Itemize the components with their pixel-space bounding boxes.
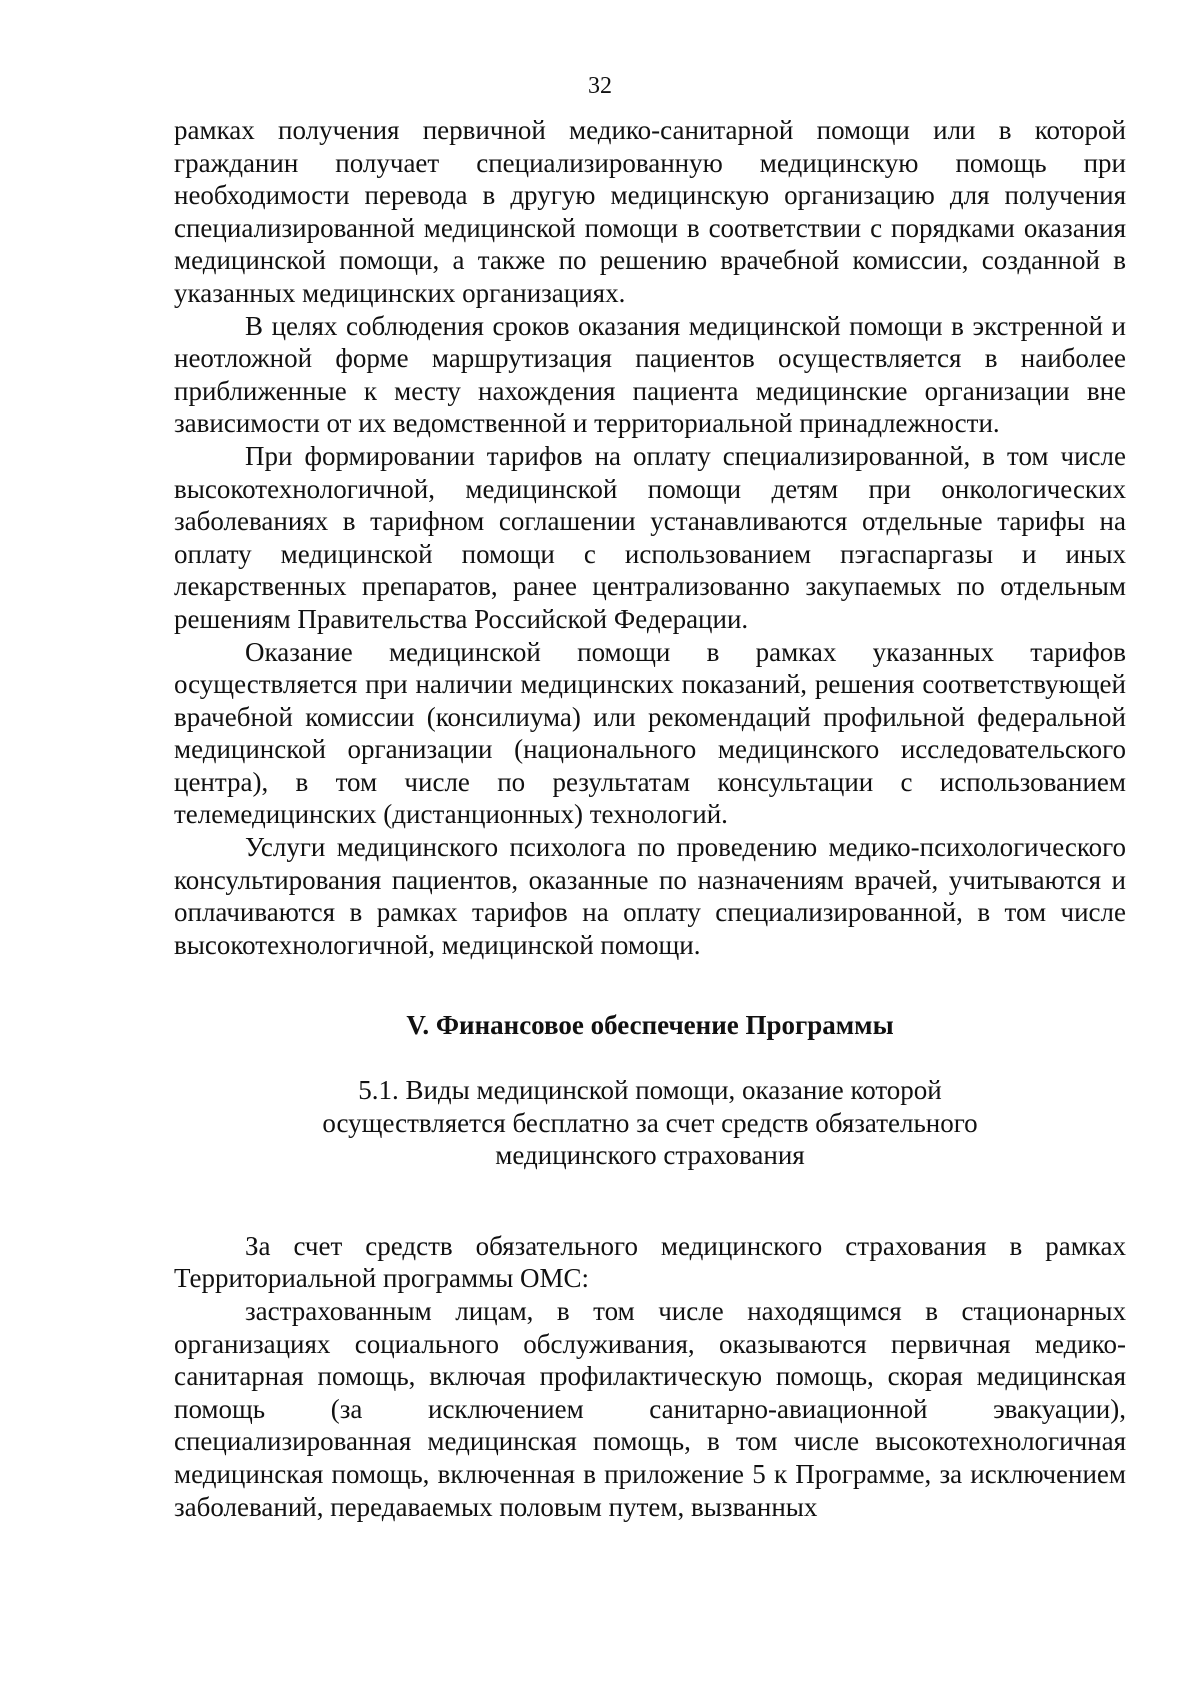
paragraph-oms-intro: За счет средств обязательного медицинского страхования в рамках Территориальной программы ОМС:: [174, 1230, 1126, 1294]
page-number: 32: [588, 73, 612, 99]
paragraph-psychologist-services: Услуги медицинского психолога по проведению медико-психологического консультирования пациентов, оказанные по назначениям врачей, учитываются и оплачиваются в рамках тарифов на оплату специализированной, в том числе высокотехнологичной, медицинской помощи.: [174, 832, 1126, 960]
paragraph-tariffs-formation: При формировании тарифов на оплату специализированной, в том числе высокотехнологичной, медицинской помощи детям при онкологических заболеваниях в тарифном соглашении устанавливаются отдельные тарифы на оплату медицинской помощи с использованием пэгаспаргазы и иных лекарственных препаратов, ранее централизованно закупаемых по отдельным решениям Правительства Российской Федерации.: [174, 440, 1126, 634]
paragraph-routing: В целях соблюдения сроков оказания медицинской помощи в экстренной и неотложной форме маршрутизация пациентов осуществляется в наиболее приближенные к месту нахождения пациента медицинские организации вне зависимости от их ведомственной и территориальной принадлежности.: [174, 310, 1126, 439]
subsection-heading-line: осуществляется бесплатно за счет средств обязательного: [322, 1107, 978, 1138]
document-content: [174, 114, 1126, 1523]
subsection-heading-line: 5.1. Виды медицинской помощи, оказание которой: [358, 1075, 942, 1106]
paragraph-tariffs-provision: Оказание медицинской помощи в рамках указанных тарифов осуществляется при наличии медицинских показаний, решения соответствующей врачебной комиссии (консилиума) или рекомендаций профильной федеральной медицинской организации (национального медицинского исследовательского центра), в том числе по результатам консультации с использованием телемедицинских (дистанционных) технологий.: [174, 636, 1126, 830]
subsection-heading: [174, 1074, 1126, 1172]
paragraph-insured-persons: застрахованным лицам, в том числе находящимся в стационарных организациях социального обслуживания, оказываются первичная медико-санитарная помощь, включая профилактическую помощь, скорая медицинская помощь (за исключением санитарно-авиационной эвакуации), специализированная медицинская помощь, в том числе высокотехнологичная медицинская помощь, включенная в приложение 5 к Программе, за исключением заболеваний, передаваемых половым путем, вызванных: [174, 1296, 1126, 1522]
paragraph-continuation: рамках получения первичной медико-санитарной помощи или в которой гражданин получает специализированную медицинскую помощь при необходимости перевода в другую медицинскую организацию для получения специализированной медицинской помощи в соответствии с порядками оказания медицинской помощи, а также по решению врачебной комиссии, созданной в указанных медицинских организациях.: [174, 115, 1126, 308]
subsection-heading-line: медицинского страхования: [495, 1140, 805, 1171]
section-heading: V. Финансовое обеспечение Программы: [406, 1010, 894, 1041]
